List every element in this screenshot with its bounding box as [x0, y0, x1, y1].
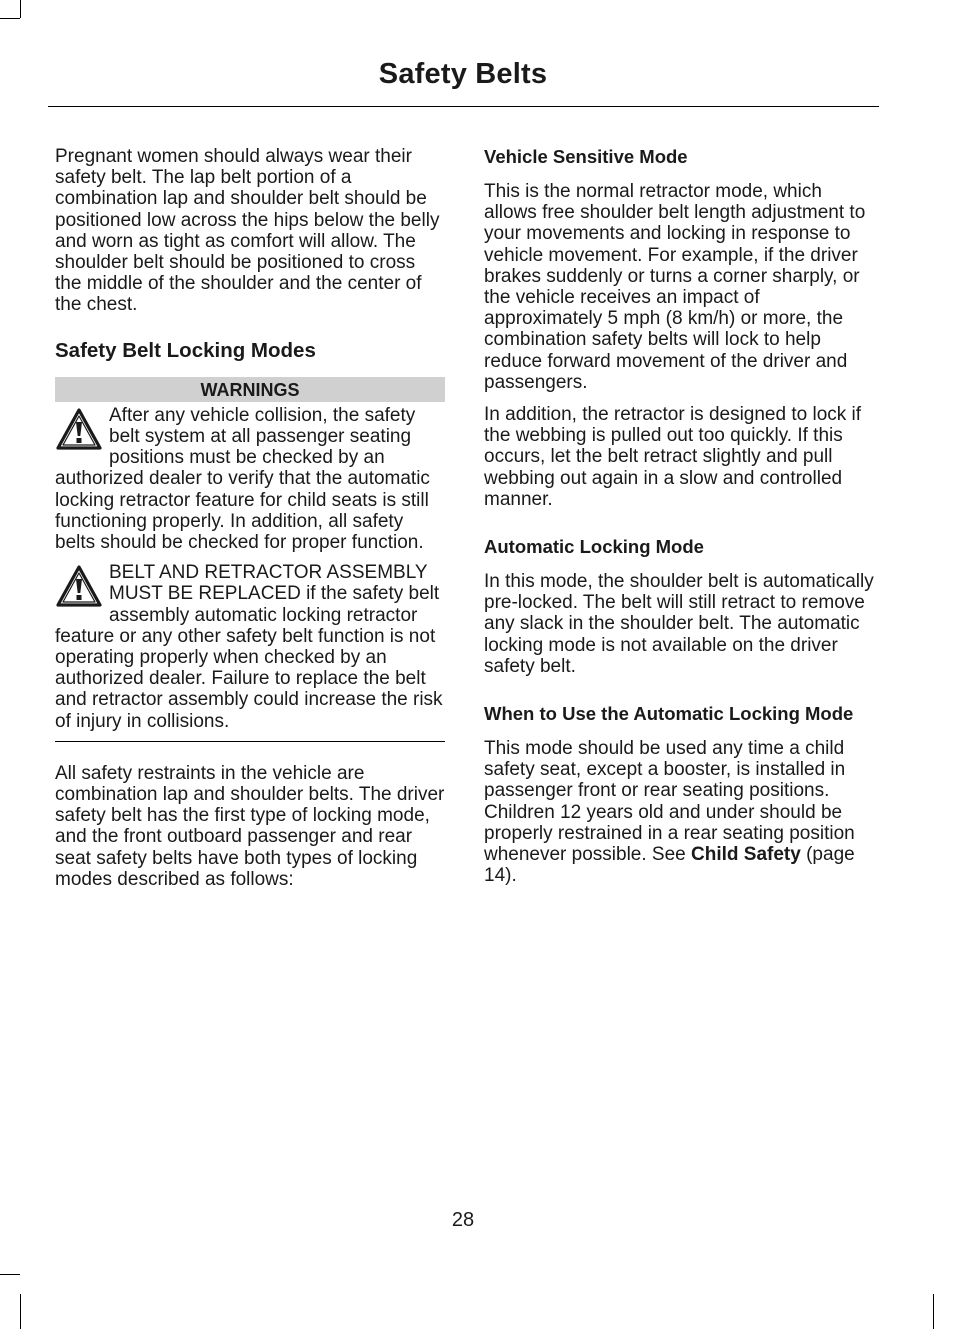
retractor-paragraph: In addition, the retractor is designed to lock if the webbing is pulled out too quickly. If this occurs, let the belt retract slightly and pull webbing out again in a slow and controlled manner.: [484, 404, 862, 510]
page-title: Safety Belts: [378, 58, 548, 90]
warning-triangle-icon: [55, 407, 103, 451]
automatic-locking-heading: Automatic Locking Mode: [484, 536, 704, 558]
when-to-use-text: This mode should be used any time a child safety seat, except a booster, is installed in passenger front or rear seating positions. Children 12 years old and under should be properly restrained in a rear seating position whenever possible. See: [484, 738, 855, 866]
when-to-use-heading: When to Use the Automatic Locking Mode: [484, 703, 854, 725]
closing-paragraph: All safety restraints in the vehicle are combination lap and shoulder belts. The driver safety belt has the first type of locking mode, and the front outboard passenger and rear seat safety belts have both types of locking modes described as follows:: [55, 762, 445, 890]
right-column: [484, 146, 876, 897]
warning-item: [55, 405, 445, 553]
crop-mark-top-left-vertical: [20, 0, 21, 18]
warnings-header: WARNINGS: [55, 377, 445, 402]
vehicle-sensitive-paragraph: This is the normal retractor mode, which allows free shoulder belt length adjustment to your movements and locking in response to vehicle movement. For example, if the driver brakes suddenly or turns a corner sharply, or the vehicle receives an impact of approximately 5 mph (8 km/h) or more, the combination safety belts will lock to help reduce forward movement of the driver and passengers.: [484, 181, 866, 393]
automatic-locking-paragraph: In this mode, the shoulder belt is automatically pre-locked. The belt will still retract to remove any slack in the shoulder belt. The automatic locking mode is not available on the driver safety belt.: [484, 571, 874, 677]
warning-text: BELT AND RETRACTOR ASSEMBLY MUST BE REPLACED if the safety belt assembly automatic locking retractor feature or any other safety belt function is not operating properly when checked by an authorized dealer. Failure to replace the belt and retractor assembly could increase the risk of injury in collisions.: [55, 562, 443, 732]
crop-mark-top-left-horizontal: [0, 18, 20, 19]
intro-paragraph: Pregnant women should always wear their safety belt. The lap belt portion of a combination lap and shoulder belt should be positioned low across the hips below the belly and worn as tight as comfort will allow. The shoulder belt should be positioned to cross the middle of the shoulder and the center of the chest.: [55, 146, 440, 316]
section-heading: Safety Belt Locking Modes: [55, 338, 316, 362]
warning-triangle-icon: [55, 564, 103, 608]
warning-text: After any vehicle collision, the safety belt system at all passenger seating positions must be checked by an authorized dealer to verify that the automatic locking retractor feature for child seats is still functioning properly. In addition, all safety belts should be checked for proper function.: [55, 404, 430, 554]
vehicle-sensitive-heading: Vehicle Sensitive Mode: [484, 146, 688, 167]
warnings-divider: [55, 741, 445, 742]
page-number: 28: [451, 1209, 475, 1231]
left-column: [55, 146, 445, 901]
when-to-use-paragraph: [484, 738, 876, 886]
child-safety-link[interactable]: Child Safety: [691, 844, 801, 866]
crop-mark-bottom-left-vertical: [20, 1294, 21, 1329]
warning-item: [55, 562, 445, 732]
title-divider: [48, 106, 879, 107]
crop-mark-bottom-left-horizontal: [0, 1274, 20, 1275]
crop-mark-bottom-right-vertical: [933, 1294, 934, 1329]
page-reference: (page 14).: [484, 844, 855, 887]
